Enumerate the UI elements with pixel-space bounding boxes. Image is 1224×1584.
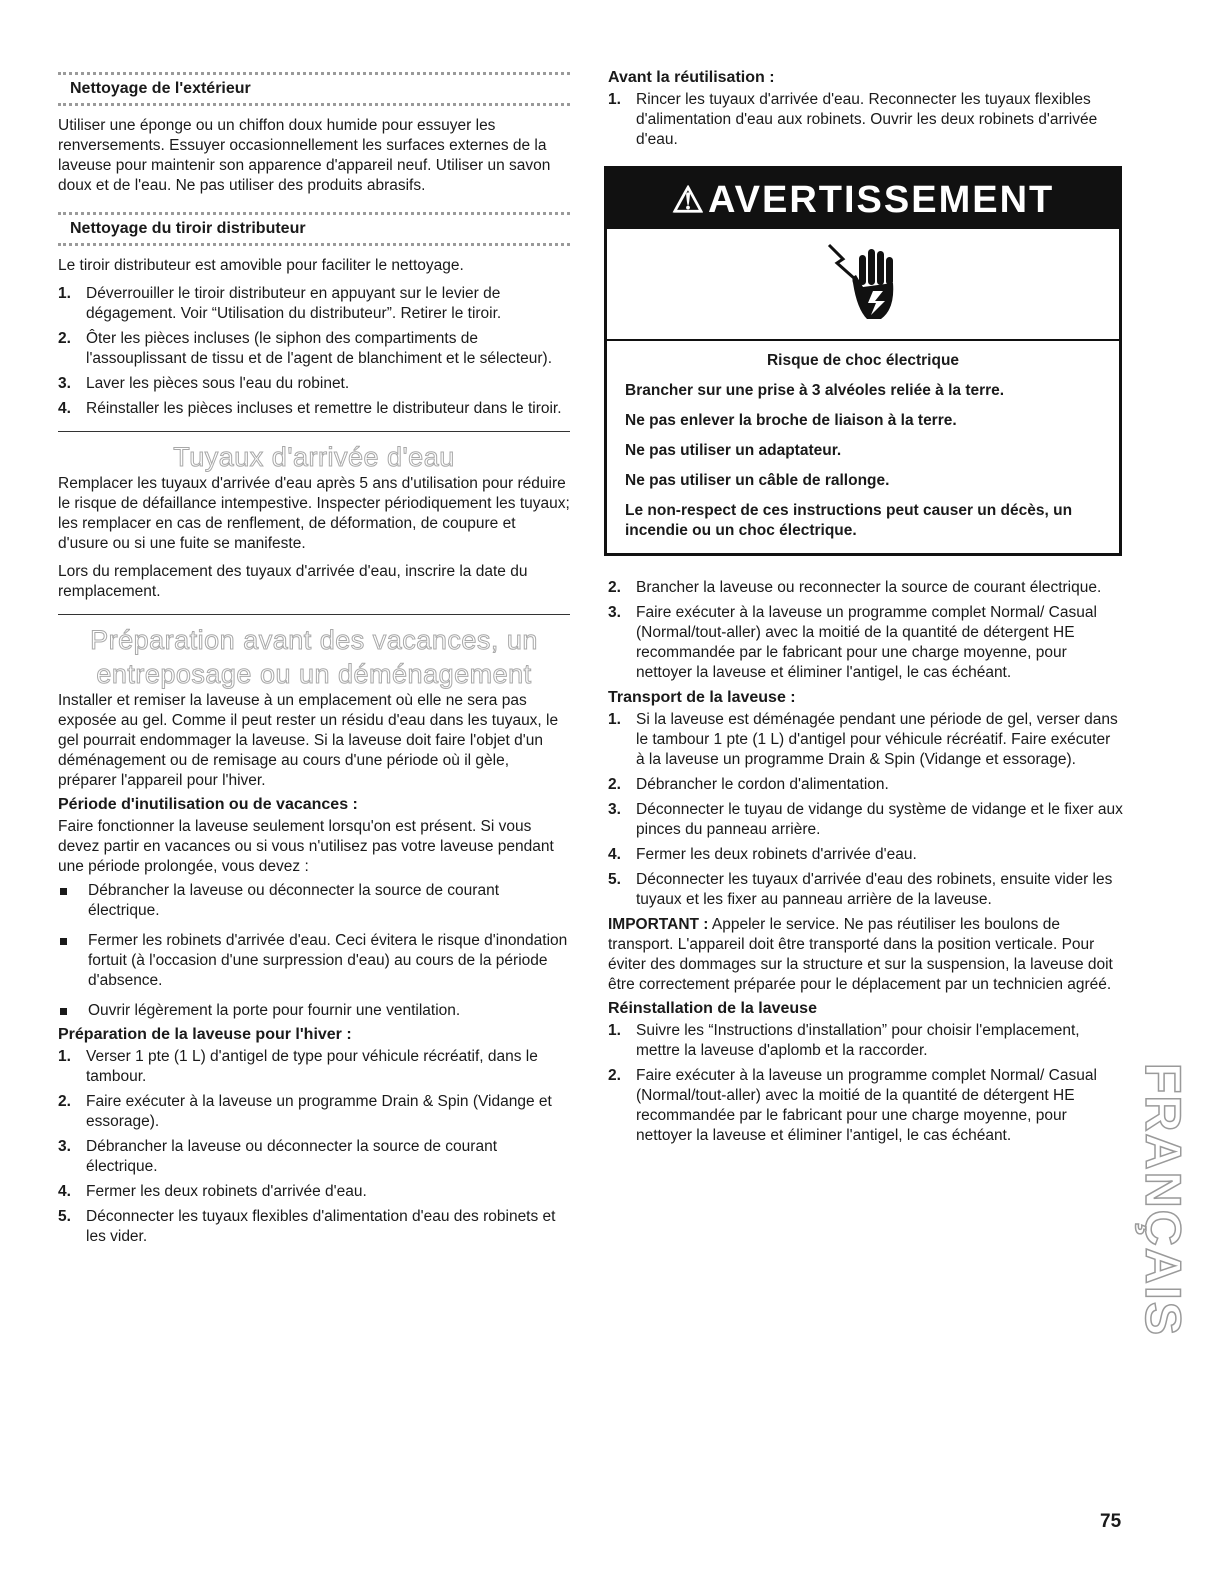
electric-shock-hand-icon (823, 239, 903, 329)
warning-risk: Risque de choc électrique (766, 352, 960, 369)
reinstall-steps (608, 1021, 1123, 1146)
list-item: Fermer les robinets d'arrivée d'eau. Ceci évitera le risque d'inondation fortuit (à l'occasion d'une surpression d'eau) au cours de la période d'absence. (58, 931, 570, 991)
right-column (608, 66, 1123, 1151)
reinstall-heading: Réinstallation de la laveuse (608, 1000, 817, 1017)
reuse-steps (608, 578, 1123, 683)
winter-steps (58, 1047, 570, 1247)
exterior-cleaning-heading: Nettoyage de l'extérieur (58, 72, 570, 106)
vacation-section-title-line1: Préparation avant des vacances, un (90, 625, 538, 655)
list-item: 2. Ôter les pièces incluses (le siphon des compartiments de l'assouplissant de tissu et de l'agent de blanchiment et le sélecteur). (58, 330, 553, 367)
warning-line: Brancher sur une prise à 3 alvéoles reliée à la terre. (625, 382, 1005, 399)
list-item: 1. Suivre les “Instructions d'installation” pour choisir l'emplacement, mettre la laveuse d'aplomb et la raccorder. (608, 1022, 1080, 1059)
vacation-intro: Installer et remiser la laveuse à un emplacement où elle ne sera pas exposée au gel. Comme il peut rester un résidu d'eau dans les tuyaux, le gel pourrait endommager la laveuse. Si la laveuse doit faire l'objet d'un déménagement ou de remisage au cours d'une période où il gèle, préparer l'appareil pour l'hiver. (58, 692, 559, 789)
non-use-heading: Période d'inutilisation ou de vacances : (58, 796, 358, 813)
left-column (58, 66, 570, 1252)
hoses-section-title: Tuyaux d'arrivée d'eau (173, 442, 455, 472)
section-divider (58, 431, 570, 432)
non-use-text: Faire fonctionner la laveuse seulement lorsqu'on est présent. Si vous devez partir en vacances ou si vous n'utilisez pas votre laveuse pendant une période prolongée, vous devez : (58, 818, 554, 875)
important-text: Appeler le service. Ne pas réutiliser les boulons de transport. L'appareil doit être transporté dans la position verticale. Pour éviter des dommages sur la structure et sur la suspension, la laveuse doit être correctement préparée pour le déplacement par un technicien agréé. (608, 916, 1113, 993)
page-number: 75 (1100, 1511, 1122, 1532)
warning-triangle-icon: ⚠ (671, 179, 707, 220)
important-note (608, 915, 1123, 995)
list-item: 2. Faire exécuter à la laveuse un programme complet Normal/ Casual (Normal/tout-aller) avec la moitié de la quantité de détergent HE recommandée par le fabricant pour une charge moyenne, pour nettoyer la laveuse et éliminer l'antigel, le cas échéant. (608, 1067, 1097, 1144)
language-label: FRANÇAIS (1135, 1062, 1191, 1338)
list-item: 3. Déconnecter le tuyau de vidange du système de vidange et le fixer aux pinces du panneau arrière. (608, 801, 1123, 838)
list-item: 1. Rincer les tuyaux d'arrivée d'eau. Reconnecter les tuyaux flexibles d'alimentation d'eau aux robinets. Ouvrir les deux robinets d'arrivée d'eau. (608, 91, 1098, 148)
list-item: 1. Si la laveuse est déménagée pendant une période de gel, verser dans le tambour 1 pte (1 L) d'antigel pour véhicule récréatif. Faire exécuter à la laveuse un programme Drain & Spin (Vidange et essorage). (608, 711, 1118, 768)
winter-heading: Préparation de la laveuse pour l'hiver : (58, 1026, 352, 1043)
warning-title: AVERTISSEMENT (708, 179, 1055, 221)
list-item: 5. Déconnecter les tuyaux flexibles d'alimentation d'eau des robinets et les vider. (58, 1208, 556, 1245)
list-item: 2. Brancher la laveuse ou reconnecter la source de courant électrique. (608, 579, 1102, 596)
warning-consequence: Le non-respect de ces instructions peut causer un décès, un incendie ou un choc électrique. (625, 502, 1073, 539)
warning-line: Ne pas utiliser un câble de rallonge. (625, 472, 890, 489)
list-item: 3. Faire exécuter à la laveuse un programme complet Normal/ Casual (Normal/tout-aller) avec la moitié de la quantité de détergent HE recommandée par le fabricant pour une charge moyenne, pour nettoyer la laveuse et éliminer l'antigel, le cas échéant. (608, 604, 1097, 681)
section-divider (58, 614, 570, 615)
list-item: 1. Verser 1 pte (1 L) d'antigel de type pour véhicule récréatif, dans le tambour. (58, 1048, 538, 1085)
exterior-cleaning-text: Utiliser une éponge ou un chiffon doux humide pour essuyer les renversements. Essuyer occasionnellement les surfaces externes de la laveuse pour maintenir son apparence d'appareil neuf. Utiliser un savon doux et de l'eau. Ne pas utiliser des produits abrasifs. (58, 117, 551, 194)
list-item: 2. Débrancher le cordon d'alimentation. (608, 776, 889, 793)
list-item: 4. Fermer les deux robinets d'arrivée d'eau. (58, 1183, 367, 1200)
language-side-tab (1128, 1055, 1198, 1345)
list-item: 4. Fermer les deux robinets d'arrivée d'eau. (608, 846, 917, 863)
transport-heading: Transport de la laveuse : (608, 689, 796, 706)
vacation-section-title-line2: entreposage ou un déménagement (96, 659, 532, 689)
list-item: 3. Débrancher la laveuse ou déconnecter la source de courant électrique. (58, 1138, 498, 1175)
list-item: 4. Réinstaller les pièces incluses et remettre le distributeur dans le tiroir. (58, 400, 562, 417)
warning-line: Ne pas utiliser un adaptateur. (625, 442, 842, 459)
warning-box (604, 166, 1122, 556)
list-item: 5. Déconnecter les tuyaux d'arrivée d'eau des robinets, ensuite vider les tuyaux et les fixer au panneau arrière de la laveuse. (608, 871, 1113, 908)
list-item: Ouvrir légèrement la porte pour fournir une ventilation. (58, 1001, 570, 1021)
warning-banner (607, 169, 1119, 229)
transport-steps (608, 710, 1123, 910)
warning-line: Ne pas enlever la broche de liaison à la terre. (625, 412, 957, 429)
drawer-intro: Le tiroir distributeur est amovible pour faciliter le nettoyage. (58, 257, 464, 274)
list-item: Débrancher la laveuse ou déconnecter la source de courant électrique. (58, 881, 570, 921)
reuse-heading: Avant la réutilisation : (608, 69, 775, 86)
non-use-bullets (58, 881, 570, 1021)
list-item: 3. Laver les pièces sous l'eau du robinet. (58, 375, 350, 392)
hoses-text-1: Remplacer les tuyaux d'arrivée d'eau après 5 ans d'utilisation pour réduire le risque de défaillance intempestive. Inspecter périodiquement les tuyaux; les remplacer en cas de renflement, de déformation, de coupure et d'usure ou si une fuite se manifeste. (58, 475, 570, 552)
warning-body (607, 341, 1119, 553)
important-label: IMPORTANT : (608, 916, 709, 933)
hoses-text-2: Lors du remplacement des tuyaux d'arrivée d'eau, inscrire la date du remplacement. (58, 563, 528, 600)
drawer-steps (58, 284, 570, 419)
reuse-steps-top (608, 90, 1123, 150)
list-item: 1. Déverrouiller le tiroir distributeur en appuyant sur le levier de dégagement. Voir “Utilisation du distributeur”. Retirer le tiroir. (58, 285, 502, 322)
drawer-cleaning-heading: Nettoyage du tiroir distributeur (58, 212, 570, 246)
list-item: 2. Faire exécuter à la laveuse un programme Drain & Spin (Vidange et essorage). (58, 1093, 552, 1130)
